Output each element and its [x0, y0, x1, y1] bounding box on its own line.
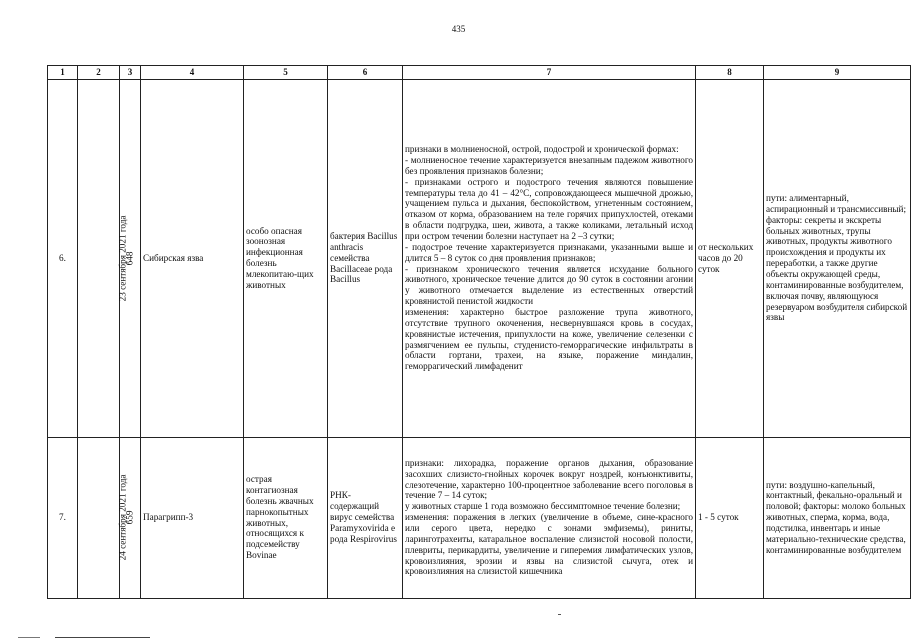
- signs-paragraph: признаки в молниеносной, острой, подострой и хронической формах:: [405, 144, 679, 155]
- column-header: 7: [403, 66, 696, 80]
- footer-rule: [18, 637, 40, 638]
- disease-signs: [403, 437, 696, 598]
- disease-signs: [403, 79, 696, 437]
- signs-paragraph: - признаком хронического течения является исхудание больного животного, хроническое течение длится до 90 суток в состоянии агонии у животного отмечается выделение из естественных отверстий кровянистой пенистой жидкости: [405, 263, 693, 307]
- column-header: 2: [78, 66, 120, 80]
- column-header: 6: [328, 66, 403, 80]
- signs-paragraph: - молниеносное течение характеризуется внезапным падежом животного без проявления признаков болезни;: [405, 154, 693, 176]
- disease-table: [47, 65, 911, 599]
- signs-paragraph: у животных старше 1 года возможно бессимптомное течение болезни;: [405, 501, 681, 512]
- column-header: 5: [244, 66, 328, 80]
- row-date: 23 сентября 2021 года: [117, 215, 128, 302]
- row-date: 24 сентября 2021 года: [117, 474, 128, 561]
- table-header-row: [48, 66, 911, 80]
- column-header: 1: [48, 66, 78, 80]
- row-number: 7.: [48, 437, 78, 598]
- transmission-routes: пути: воздушно-капельный, контактный, фекально-оральный и половой; факторы: молоко больных животных, сперма, корма, вода, подстилка, инвентарь и иные материально-технические средства, контаминированные возбудителем: [764, 437, 911, 598]
- disease-agent: бактерия Bacillus anthracis семейства Bacillaceae рода Bacillus: [328, 79, 403, 437]
- incubation-period: 1 - 5 суток: [696, 437, 764, 598]
- column-header: 8: [696, 66, 764, 80]
- footer-rule: [55, 637, 150, 638]
- page-number: 435: [451, 24, 466, 34]
- disease-agent: РНК-содержащий вирус семейства Paramyxovirida e рода Respirovirus: [328, 437, 403, 598]
- signs-paragraph: признаки: лихорадка, поражение органов дыхания, образование засохших слизисто-гнойных корочек вокруг ноздрей, конъюнктивиты, слезотечение, характерно 100-процентное заболевание всего поголовья в течение 7 – 14 суток;: [405, 457, 693, 501]
- table-row: [48, 79, 911, 437]
- column-header: 3: [120, 66, 141, 80]
- signs-paragraph: изменения: характерно быстрое разложение трупа животного, отсутствие трупного окоченения, несвернувшаяся кровь в сосудах, кровянистые истечения, припухлости на коже, увеличение селезенки с размягчением ее пульпы, студенисто-геморрагические инфильтраты в области гортани, трахеи, на языке, поражение миндалин, геморрагический лимфаденит: [405, 306, 693, 372]
- row-reg-number: 659: [124, 510, 135, 525]
- scan-mark: [558, 614, 561, 615]
- incubation-period: от нескольких часов до 20 суток: [696, 79, 764, 437]
- signs-paragraph: - признаками острого и подострого течения являются повышение температуры тела до 41 – 42°С, сопровождающееся мышечной дрожью, учащением пульса и дыхания, беспокойством, угнетенным состоянием, отказом от корма, образованием на теле горячих припухлостей, отеками в области подгрудка, шеи, живота, а также коликами, летальный исход при остром течении болезни наступает на 2 –3 сутки;: [405, 176, 693, 241]
- disease-name: Парагрипп-3: [141, 437, 244, 598]
- table-row: [48, 437, 911, 598]
- signs-paragraph: изменения: поражения в легких (увеличение в объеме, сине-красного или серого цвета, нередко с зонами эмфиземы), риниты, ларинготрахеиты, катаральное воспаление слизистой носовой полости, плевриты, перикардиты, увеличение и гиперемия лимфатических узлов, кровоизлияния, эрозии и язвы на слизистой сычуга, отек и кровоизлияния на слизистой кишечника: [405, 512, 693, 577]
- disease-category: особо опасная зоонозная инфекционная болезнь млекопитаю-щих животных: [244, 79, 328, 437]
- column-header: 9: [764, 66, 911, 80]
- signs-paragraph: - подострое течение характеризуется признаками, указанными выше и длится 5 – 8 суток со дня проявления признаков;: [405, 241, 693, 263]
- disease-name: Сибирская язва: [141, 79, 244, 437]
- transmission-routes: пути: алиментарный, аспирационный и трансмиссивный; факторы: секреты и экскреты больных животных, трупы животных, продукты животного происхождения и продукты их переработки, а также другие объекты окружающей среды, контаминированные возбудителем, включая почву, являющуюся резервуаром возбудителя сибирской язвы: [764, 79, 911, 437]
- row-reg-number: 648: [124, 251, 135, 265]
- disease-category: острая контагиозная болезнь жвачных парнокопытных животных, относящихся к подсемейству Bovinae: [244, 437, 328, 598]
- row-number: 6.: [48, 79, 78, 437]
- column-header: 4: [141, 66, 244, 80]
